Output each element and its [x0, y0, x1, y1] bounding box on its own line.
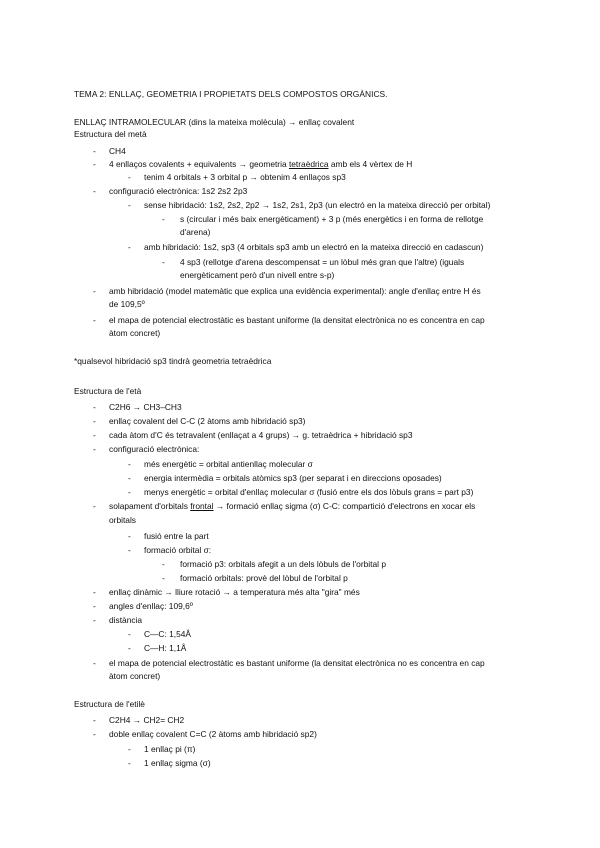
- bullet-dash: -: [162, 257, 165, 267]
- bullet-dash: -: [93, 729, 96, 739]
- etile-bullet-1: C2H4 → CH2= CH2: [109, 715, 185, 725]
- eta-bullet-4b: energia intermèdia = orbitals atòmics sp3 (per separat i en direccions oposades): [144, 473, 442, 483]
- bullet-dash: -: [162, 559, 165, 569]
- eta-bullet-5b: formació orbital σ:: [144, 545, 212, 555]
- bullet-dash: -: [93, 315, 96, 325]
- bullet-dash: -: [93, 715, 96, 725]
- note-line: *qualsevol hibridació sp3 tindrà geometria tetraèdrica: [74, 356, 272, 366]
- eta-bullet-2: enllaç covalent del C-C (2 àtoms amb hibridació sp3): [109, 416, 306, 426]
- eta-bullet-5b2: formació orbitals: provè del lòbul de l'orbital p: [180, 573, 348, 583]
- meta-bullet-1: CH4: [109, 146, 126, 156]
- bullet-dash: -: [128, 643, 131, 653]
- etile-bullet-2b: 1 enllaç sigma (σ): [144, 758, 211, 768]
- bullet-dash: -: [93, 615, 96, 625]
- bullet-dash: -: [93, 146, 96, 156]
- meta-bullet-4-line1: amb hibridació (model matemàtic que explica una evidència experimental): angle d'enllaç entre H és: [109, 286, 481, 296]
- meta-bullet-2a: tenim 4 orbitals + 3 orbital p → obtenim 4 enllaços sp3: [144, 172, 346, 182]
- eta-bullet-4a: més energètic = orbital antienllaç molecular σ: [144, 459, 313, 469]
- underlined-term: frontal: [190, 501, 214, 511]
- bullet-dash: -: [93, 159, 96, 169]
- bullet-dash: -: [93, 186, 96, 196]
- eta-bullet-4c: menys energètic = orbital d'enllaç molecular σ (fusió entre els dos lòbuls grans = part p3): [144, 487, 474, 497]
- meta-bullet-3b1-line2: energèticament però d'un nivell entre s-p): [180, 270, 335, 280]
- meta-bullet-2: 4 enllaços covalents + equivalents → geometria tetraèdrica amb els 4 vèrtex de H: [109, 159, 413, 169]
- bullet-dash: -: [93, 587, 96, 597]
- document-title: TEMA 2: ENLLAÇ, GEOMETRIA I PROPIETATS DELS COMPOSTOS ORGÀNICS.: [74, 89, 388, 99]
- bullet-dash: -: [93, 416, 96, 426]
- bullet-dash: -: [93, 402, 96, 412]
- eta-bullet-9-line1: el mapa de potencial electrostàtic es bastant uniforme (la densitat electrònica no es concentra en cap: [109, 658, 485, 668]
- section-heading-meta: Estructura del metà: [74, 129, 147, 139]
- meta-bullet-5-line2: àtom concret): [109, 328, 161, 338]
- bullet-dash: -: [162, 214, 165, 224]
- meta-bullet-5-line1: el mapa de potencial electrostàtic es bastant uniforme (la densitat electrònica no es concentra en cap: [109, 315, 485, 325]
- bullet-dash: -: [93, 430, 96, 440]
- bullet-dash: -: [128, 744, 131, 754]
- section-heading-etile: Estructura de l'etilè: [74, 699, 145, 709]
- eta-bullet-5-line2: orbitals: [109, 515, 136, 525]
- eta-bullet-9-line2: àtom concret): [109, 671, 161, 681]
- eta-bullet-3: cada àtom d'C és tetravalent (enllaçat a 4 grups) → g. tetraèdrica + hibridació sp3: [109, 430, 413, 440]
- bullet-dash: -: [128, 487, 131, 497]
- etile-bullet-2a: 1 enllaç pi (π): [144, 744, 196, 754]
- bullet-dash: -: [93, 658, 96, 668]
- bullet-dash: -: [128, 629, 131, 639]
- eta-bullet-8a: C—C: 1,54Å: [144, 629, 192, 639]
- bullet-dash: -: [93, 501, 96, 511]
- eta-bullet-5b1: formació p3: orbitals afegit a un dels lòbuls de l'orbital p: [180, 559, 386, 569]
- bullet-dash: -: [128, 459, 131, 469]
- eta-bullet-1: C2H6 → CH3–CH3: [109, 402, 182, 412]
- meta-bullet-3b: amb hibridació: 1s2, sp3 (4 orbitals sp3 amb un electró en la mateixa direcció en cadascun): [144, 242, 484, 252]
- section-heading-eta: Estructura de l'età: [74, 386, 142, 396]
- meta-bullet-3a1-line1: s (circular i més baix energèticament) + 3 p (més energètics i en forma de rellotge: [180, 214, 484, 224]
- eta-bullet-4: configuració electrònica:: [109, 444, 200, 454]
- eta-bullet-8b: C—H: 1,1Å: [144, 643, 187, 653]
- eta-bullet-5a: fusió entre la part: [144, 531, 209, 541]
- meta-bullet-3a1-line2: d'arena): [180, 227, 211, 237]
- bullet-dash: -: [93, 601, 96, 611]
- meta-bullet-3b1-line1: 4 sp3 (rellotge d'arena descompensat = un lòbul més gran que l'altre) (iguals: [180, 257, 465, 267]
- eta-bullet-5-line1: solapament d'orbitals frontal → formació enllaç sigma (σ) C-C: compartició d'electrons en xocar els: [109, 501, 476, 511]
- eta-bullet-6: enllaç dinàmic → lliure rotació → a temperatura més alta "gira" més: [109, 587, 360, 597]
- meta-bullet-3a: sense hibridació: 1s2, 2s2, 2p2 → 1s2, 2s1, 2p3 (un electró en la mateixa direcció per orbital): [144, 200, 491, 210]
- bullet-dash: -: [128, 242, 131, 252]
- etile-bullet-2: doble enllaç covalent C=C (2 àtoms amb hibridació sp2): [109, 729, 317, 739]
- bullet-dash: -: [128, 200, 131, 210]
- bullet-dash: -: [128, 545, 131, 555]
- eta-bullet-8: distància: [109, 615, 143, 625]
- bullet-dash: -: [93, 286, 96, 296]
- intro-line: ENLLAÇ INTRAMOLECULAR (dins la mateixa molècula) → enllaç covalent: [74, 117, 355, 127]
- bullet-dash: -: [128, 758, 131, 768]
- bullet-dash: -: [93, 444, 96, 454]
- bullet-dash: -: [162, 573, 165, 583]
- meta-bullet-3: configuració electrònica: 1s2 2s2 2p3: [109, 186, 248, 196]
- meta-bullet-4-line2: de 109,5º: [109, 299, 145, 309]
- eta-bullet-7: angles d'enllaç: 109,6º: [109, 601, 193, 611]
- underlined-term: tetraèdrica: [288, 159, 329, 169]
- bullet-dash: -: [128, 473, 131, 483]
- bullet-dash: -: [128, 531, 131, 541]
- bullet-dash: -: [128, 172, 131, 182]
